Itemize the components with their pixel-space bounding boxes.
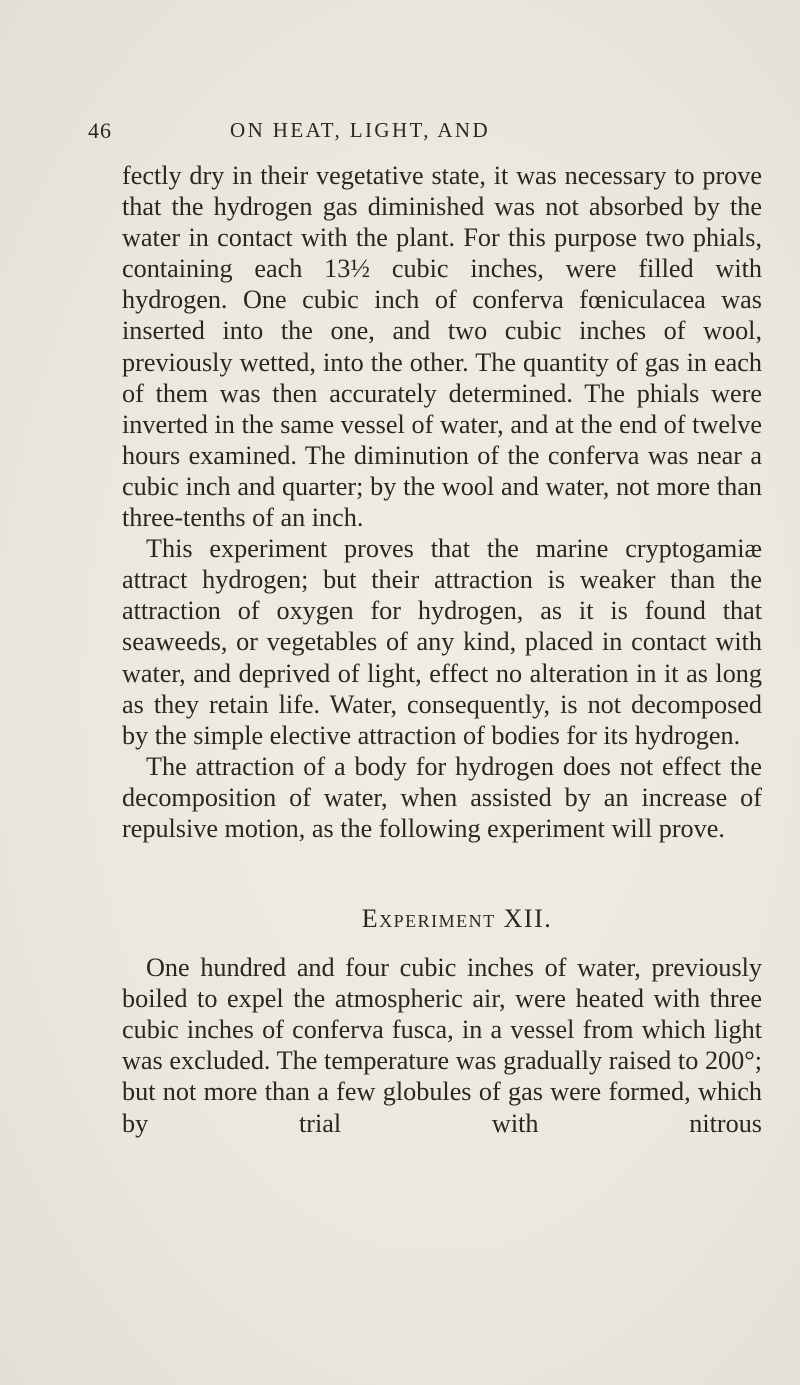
- section-heading: Experiment XII.: [361, 904, 553, 934]
- paragraph-1: fectly dry in their vegetative state, it was necessary to prove that the hydrogen gas diminished was not absorbed by the water in contact with the plant. For this purpose two phials, containing each 13½ cubic inches, were filled with hydrogen. One cubic inch of conferva fœniculacea was inserted into the one, and two cubic inches of wool, previously wetted, into the other. The quantity of gas in each of them was then accurately determined. The phials were inverted in the same vessel of water, and at the end of twelve hours examined. The diminution of the conferva was near a cubic inch and quarter; by the wool and water, not more than three-tenths of an inch.: [122, 161, 762, 533]
- running-header: [0, 118, 800, 148]
- running-title: ON HEAT, LIGHT, AND: [230, 118, 491, 142]
- page-number: 46: [88, 118, 112, 143]
- paragraph-3: The attraction of a body for hydrogen does not effect the decomposition of water, when assisted by an increase of repulsive motion, as the following experiment will prove.: [122, 751, 762, 843]
- body-text: [122, 160, 762, 1139]
- paragraph-2: This experiment proves that the marine cryptogamiæ attract hydrogen; but their attraction is weaker than the attraction of oxygen for hydrogen, as it is found that seaweeds, or vegetables of any kind, placed in contact with water, and deprived of light, effect no alteration in it as long as they retain life. Water, consequently, is not decomposed by the simple elective attraction of bodies for its hydrogen.: [122, 534, 762, 750]
- paragraph-4: One hundred and four cubic inches of water, previously boiled to expel the atmospheric air, were heated with three cubic inches of conferva fusca, in a vessel from which light was excluded. The temperature was gradually raised to 200°; but not more than a few globules of gas were formed, which by trial with nitrous: [122, 953, 762, 1138]
